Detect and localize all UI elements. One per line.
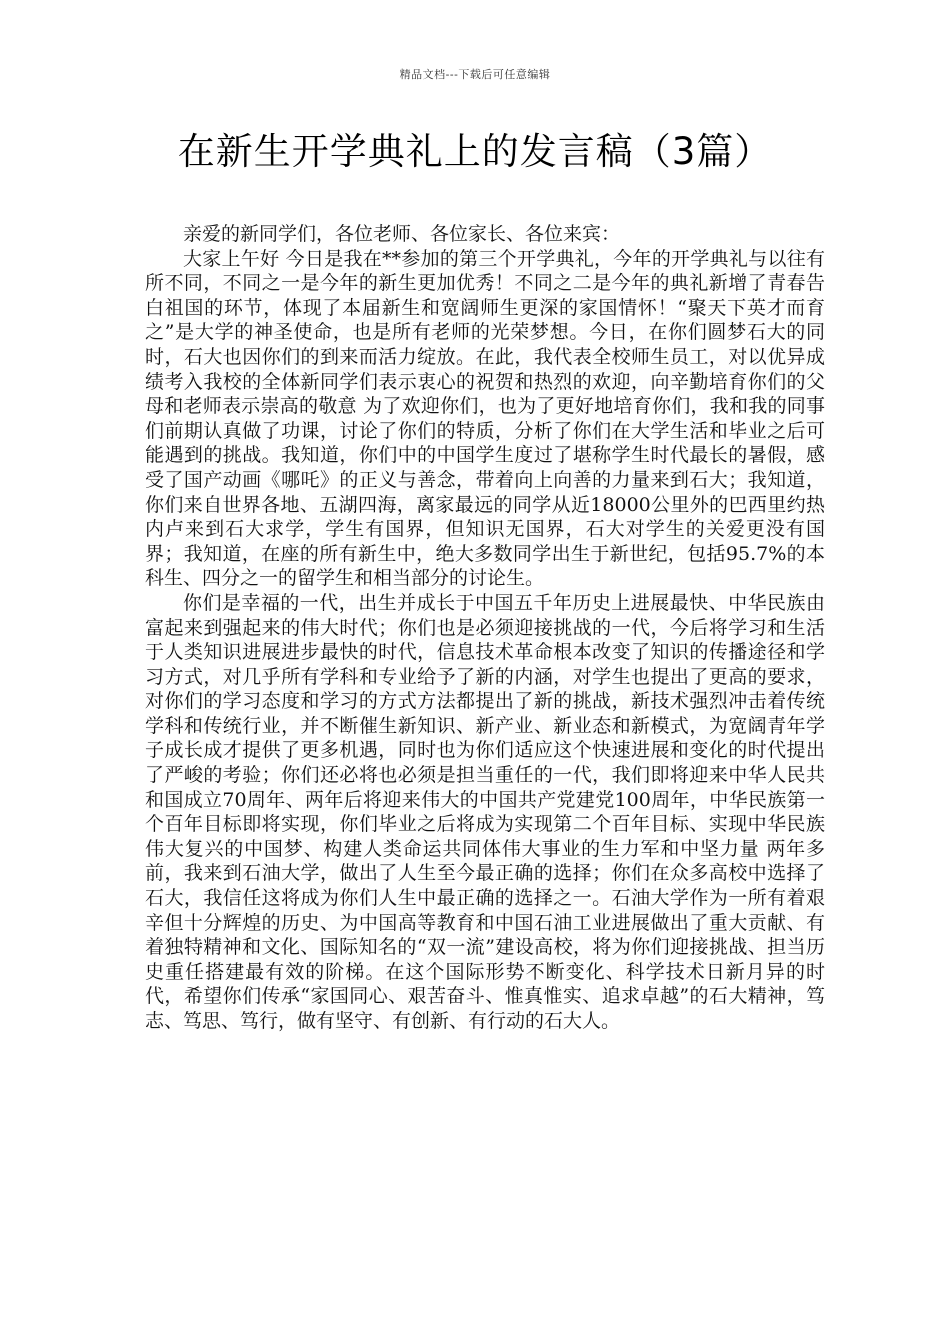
paragraph-generation: 你们是幸福的一代，出生并成长于中国五千年历史上进展最快、中华民族由富起来到强起来的伟大时代；你们也是必须迎接挑战的一代，今后将学习和生活于人类知识进展进步最快的时代，信息技术革命根本改变了知识的传播途径和学习方式，对几乎所有学科和专业给予了新的内涵，对学生也提出了更高的要求，对你们的学习态度和学习的方式方法都提出了新的挑战，新技术强烈冲击着传统学科和传统行业，并不断催生新知识、新产业、新业态和新模式，为宽阔青年学子成长成才提供了更多机遇，同时也为你们适应这个快速进展和变化的时代提出了严峻的考验；你们还必将也必须是担当重任的一代，我们即将迎来中华人民共和国成立70周年、两年后将迎来伟大的中国共产党建党100周年，中华民族第一个百年目标即将实现，你们毕业之后将成为实现第二个百年目标、实现中华民族伟大复兴的中国梦、构建人类命运共同体伟大事业的生力军和中坚力量 两年多前，我来到石油大学，做出了人生至今最正确的选择；你们在众多高校中选择了石大，我信任这将成为你们人生中最正确的选择之一。石油大学作为一所有着艰辛但十分辉煌的历史、为中国高等教育和中国石油工业进展做出了重大贡献、有着独特精神和文化、国际知名的“双一流”建设高校，将为你们迎接挑战、担当历史重任搭建最有效的阶梯。在这个国际形势不断变化、科学技术日新月异的时代，希望你们传承“家国同心、艰苦奋斗、惟真惟实、追求卓越”的石大精神，笃志、笃思、笃行，做有坚守、有创新、有行动的石大人。: [145, 591, 825, 1032]
document-title: 在新生开学典礼上的发言稿（3篇）: [177, 130, 773, 173]
paragraph-greeting: 亲爱的新同学们，各位老师、各位家长、各位来宾：: [183, 223, 621, 245]
header-note: 精品文档---下载后可任意编辑: [399, 68, 551, 81]
document-body: [145, 222, 825, 1034]
paragraph-welcome: 大家上午好 今日是我在**参加的第三个开学典礼，今年的开学典礼与以往有所不同，不同之一是今年的新生更加优秀！不同之二是今年的典礼新增了青春告白祖国的环节，体现了本届新生和宽阔师生更深的家国情怀！“聚天下英才而育之”是大学的神圣使命，也是所有老师的光荣梦想。今日，在你们圆梦石大的同时，石大也因你们的到来而活力绽放。在此，我代表全校师生员工，对以优异成绩考入我校的全体新同学们表示衷心的祝贺和热烈的欢迎，向辛勤培育你们的父母和老师表示崇高的敬意 为了欢迎你们，也为了更好地培育你们，我和我的同事们前期认真做了功课，讨论了你们的特质，分析了你们在大学生活和毕业之后可能遇到的挑战。我知道，你们中的中国学生度过了堪称学生时代最长的暑假，感受了国产动画《哪吒》的正义与善念，带着向上向善的力量来到石大；我知道，你们来自世界各地、五湖四海，离家最远的同学从近18000公里外的巴西里约热内卢来到石大求学，学生有国界，但知识无国界，石大对学生的关爱更没有国界；我知道，在座的所有新生中，绝大多数同学出生于新世纪，包括95.7%的本科生、四分之一的留学生和相当部分的讨论生。: [145, 247, 825, 590]
